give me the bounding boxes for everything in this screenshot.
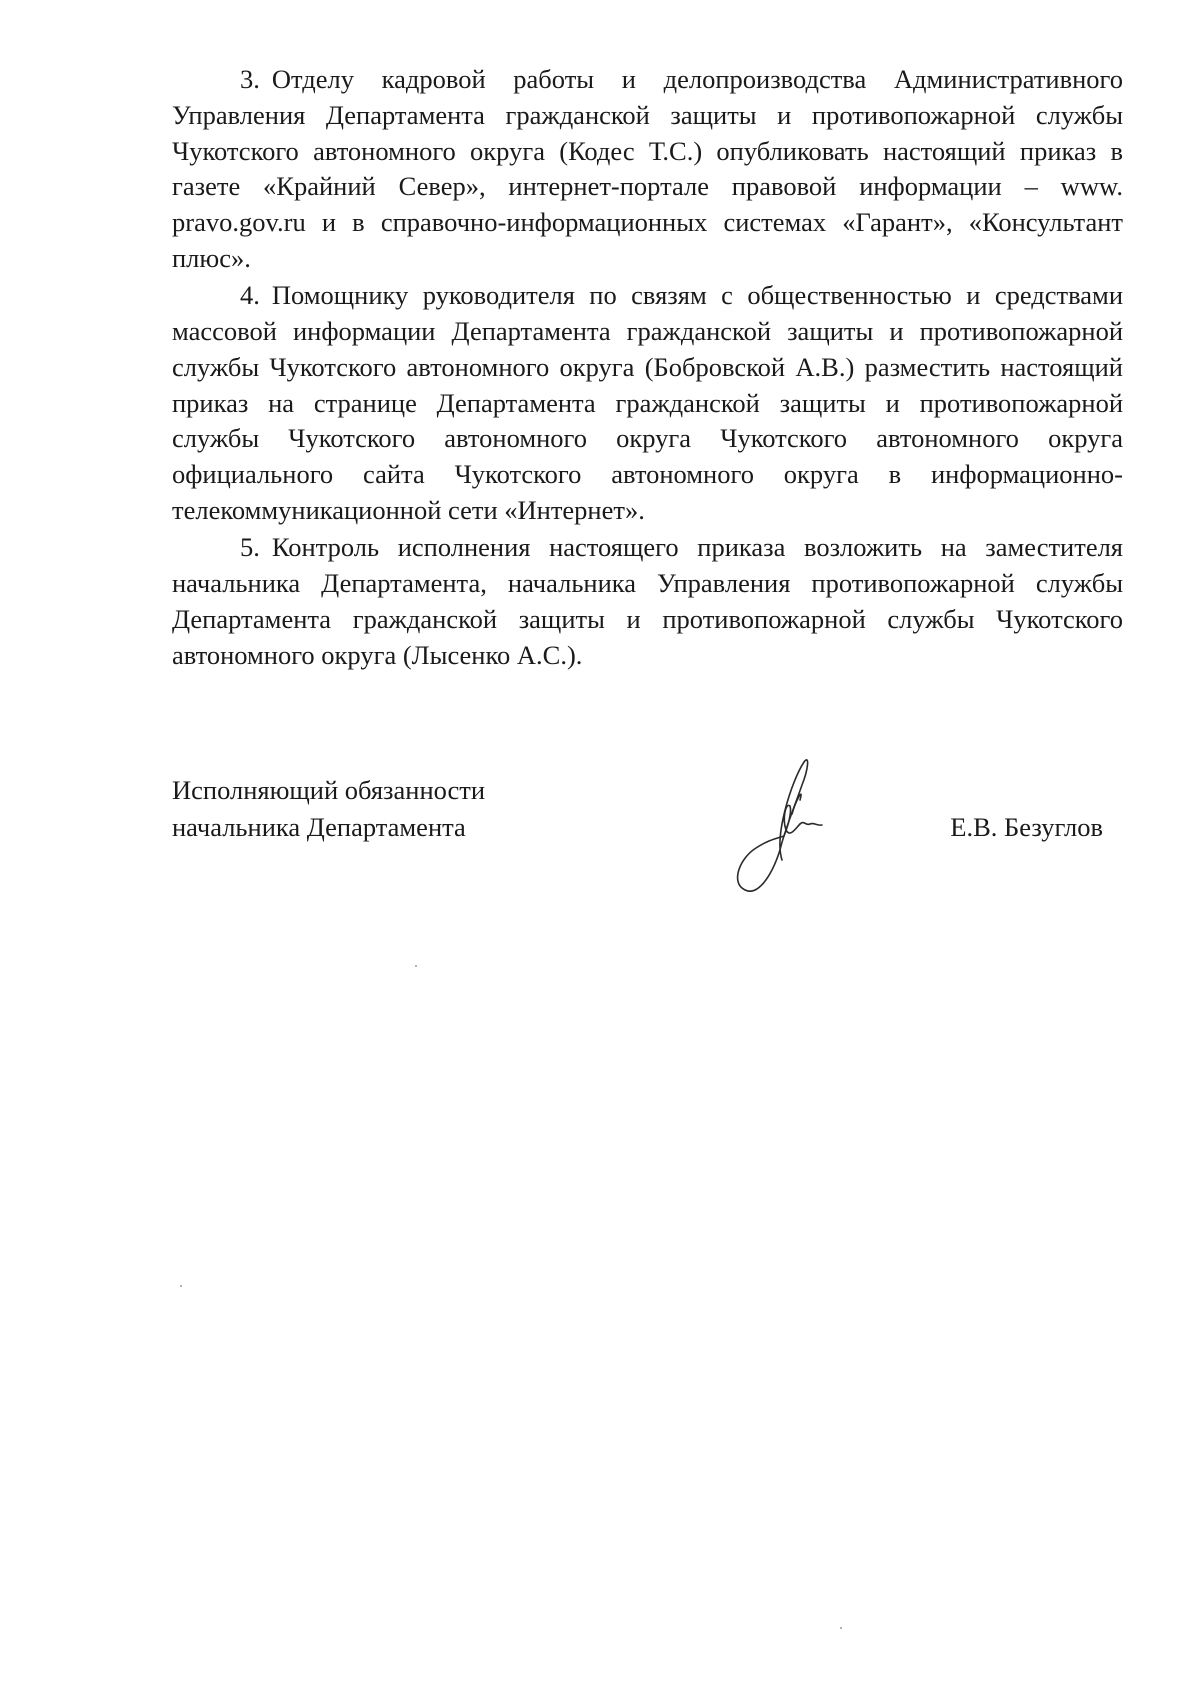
item-number: 5. [240,532,260,563]
position-line: Исполняющий обязанности [172,775,486,805]
item-number: 3. [240,64,260,94]
item-text: Отделу кадровой работы и делопроизводства Административного Управления Департамента гражданской защиты и противопожарной службы Чукотского автономного округа (Кодес Т.С.) опубликовать настоящий приказ в газете «Крайний Север», интернет-портале правовой информации – www. pravo.gov.ru и в справочно-информационных системах «Гарант», «Консультант плюс». [172,64,1123,273]
scan-speck [840,1627,842,1629]
order-item-5 [172,530,1123,673]
scan-speck [180,1285,182,1287]
handwritten-signature [712,740,852,900]
signatory-name: Е.В. Безуглов [950,812,1103,842]
signatory-position [172,772,485,846]
order-item-4 [172,278,1123,529]
item-number: 4. [240,280,260,311]
scan-speck [415,965,417,967]
position-line: начальника Департамента [172,812,466,842]
item-text: Контроль исполнения настоящего приказа возложить на заместителя начальника Департамента, начальника Управления противопожарной службы Департамента гражданской защиты и противопожарной службы Чукотского автономного округа (Лысенко А.С.). [172,532,1123,670]
signature-block [172,772,1123,892]
order-body [172,62,1123,675]
order-item-3 [172,62,1123,277]
item-text: Помощнику руководителя по связям с общественностью и средствами массовой информации Департамента гражданской защиты и противопожарной службы Чукотского автономного округа (Бобровской А.В.) разместить настоящий приказ на странице Департамента гражданской защиты и противопожарной службы Чукотского автономного округа Чукотского автономного округа официального сайта Чукотского автономного округа в информационно-телекоммуникационной сети «Интернет». [172,280,1123,526]
